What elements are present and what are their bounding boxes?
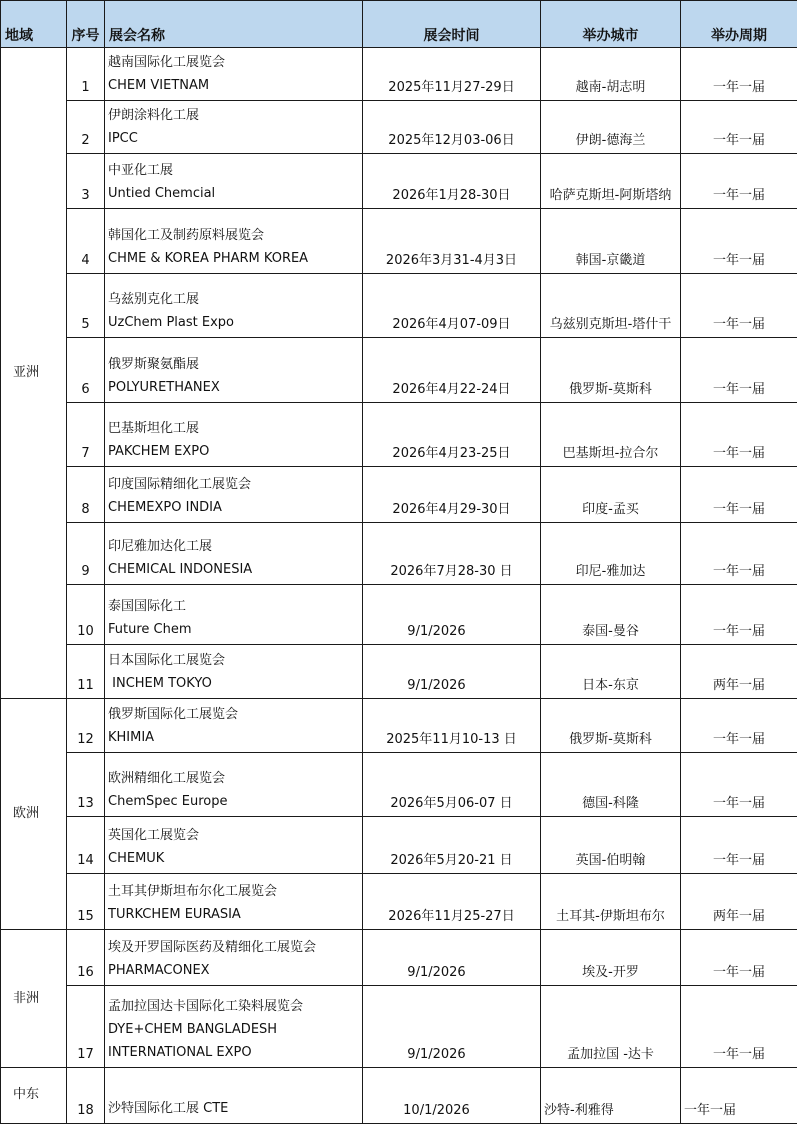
- city-cell: 埃及-开罗: [541, 930, 681, 986]
- seq-cell: 2: [67, 101, 105, 154]
- city-cell: 沙特-利雅得: [541, 1068, 681, 1124]
- city-cell: 俄罗斯-莫斯科: [541, 699, 681, 753]
- city-cell: 俄罗斯-莫斯科: [541, 338, 681, 403]
- date-cell: 9/1/2026: [363, 930, 541, 986]
- name-cell: [105, 467, 363, 523]
- name-cell: [105, 101, 363, 154]
- date-cell: 2026年4月23-25日: [363, 403, 541, 467]
- seq-cell: 18: [67, 1068, 105, 1124]
- city-cell: 日本-东京: [541, 645, 681, 699]
- name-cell: [105, 930, 363, 986]
- cycle-cell: 一年一届: [681, 101, 797, 154]
- name-en: DYE+CHEM BANGLADESH: [108, 1018, 362, 1041]
- cycle-cell: 一年一届: [681, 48, 797, 101]
- name-cn: 日本国际化工展览会: [108, 649, 362, 672]
- name-en: CHME & KOREA PHARM KOREA: [108, 247, 362, 270]
- table-row: [1, 403, 797, 467]
- name-cell: [105, 154, 363, 209]
- name-cn: 印度国际精细化工展览会: [108, 473, 362, 496]
- header-region: 地域: [1, 1, 67, 48]
- date-cell: 2026年4月29-30日: [363, 467, 541, 523]
- cycle-cell: 两年一届: [681, 874, 797, 930]
- seq-cell: 10: [67, 585, 105, 645]
- name-cell: [105, 753, 363, 817]
- city-cell: 巴基斯坦-拉合尔: [541, 403, 681, 467]
- name-en: KHIMIA: [108, 726, 362, 749]
- cycle-cell: 一年一届: [681, 338, 797, 403]
- seq-cell: 1: [67, 48, 105, 101]
- date-cell: 9/1/2026: [363, 645, 541, 699]
- name-en: CHEMEXPO INDIA: [108, 496, 362, 519]
- name-cn: 印尼雅加达化工展: [108, 535, 362, 558]
- city-cell: 印尼-雅加达: [541, 523, 681, 585]
- name-cell: [105, 338, 363, 403]
- date-cell: 2026年7月28-30 日: [363, 523, 541, 585]
- date-cell: 9/1/2026: [363, 986, 541, 1068]
- cycle-cell: 一年一届: [681, 403, 797, 467]
- cycle-cell: 一年一届: [681, 817, 797, 874]
- cycle-cell: 一年一届: [681, 585, 797, 645]
- region-cell-middle-east: 中东: [1, 1068, 67, 1124]
- cycle-cell: 一年一届: [681, 699, 797, 753]
- city-cell: 伊朗-德海兰: [541, 101, 681, 154]
- date-cell: 2026年4月22-24日: [363, 338, 541, 403]
- name-cn: 伊朗涂料化工展: [108, 104, 362, 127]
- table-row: [1, 986, 797, 1068]
- city-cell: 德国-科隆: [541, 753, 681, 817]
- table-row: [1, 467, 797, 523]
- table-row: [1, 48, 797, 101]
- date-cell: 2026年4月07-09日: [363, 274, 541, 338]
- name-cn: 土耳其伊斯坦布尔化工展览会: [108, 880, 362, 903]
- name-cell: [105, 699, 363, 753]
- city-cell: 土耳其-伊斯坦布尔: [541, 874, 681, 930]
- name-en: INCHEM TOKYO: [108, 672, 362, 695]
- table-row: [1, 1068, 797, 1124]
- name-cell: [105, 209, 363, 274]
- seq-cell: 6: [67, 338, 105, 403]
- cycle-cell: 一年一届: [681, 274, 797, 338]
- seq-cell: 5: [67, 274, 105, 338]
- table-row: [1, 209, 797, 274]
- name-cell: [105, 48, 363, 101]
- name-cn: 埃及开罗国际医药及精细化工展览会: [108, 936, 362, 959]
- city-cell: 哈萨克斯坦-阿斯塔纳: [541, 154, 681, 209]
- table-row: [1, 274, 797, 338]
- table-row: [1, 645, 797, 699]
- name-cn: 英国化工展览会: [108, 824, 362, 847]
- cycle-cell: 一年一届: [681, 523, 797, 585]
- table-row: [1, 338, 797, 403]
- cycle-cell: 一年一届: [681, 209, 797, 274]
- seq-cell: 12: [67, 699, 105, 753]
- seq-cell: 3: [67, 154, 105, 209]
- name-cn: 孟加拉国达卡国际化工染料展览会: [108, 995, 362, 1018]
- date-cell: 2025年11月10-13 日: [363, 699, 541, 753]
- name-cell: [105, 403, 363, 467]
- name-en: PHARMACONEX: [108, 959, 362, 982]
- name-cell: [105, 523, 363, 585]
- city-cell: 乌兹别克斯坦-塔什干: [541, 274, 681, 338]
- name-cell: [105, 874, 363, 930]
- cycle-cell: 一年一届: [681, 930, 797, 986]
- date-cell: 2026年5月20-21 日: [363, 817, 541, 874]
- date-cell: 2026年5月06-07 日: [363, 753, 541, 817]
- name-cell: [105, 986, 363, 1068]
- date-cell: 2025年11月27-29日: [363, 48, 541, 101]
- seq-cell: 15: [67, 874, 105, 930]
- name-cn: 韩国化工及制药原料展览会: [108, 224, 362, 247]
- seq-cell: 17: [67, 986, 105, 1068]
- name-en: UzChem Plast Expo: [108, 311, 362, 334]
- name-en: Untied Chemcial: [108, 182, 362, 205]
- table-row: [1, 699, 797, 753]
- table-row: [1, 154, 797, 209]
- name-cell: [105, 817, 363, 874]
- seq-cell: 16: [67, 930, 105, 986]
- table-row: [1, 930, 797, 986]
- cycle-cell: 一年一届: [681, 154, 797, 209]
- seq-cell: 13: [67, 753, 105, 817]
- name-en: ChemSpec Europe: [108, 790, 362, 813]
- table-row: [1, 585, 797, 645]
- city-cell: 英国-伯明翰: [541, 817, 681, 874]
- date-cell: 2026年1月28-30日: [363, 154, 541, 209]
- header-row: [1, 1, 797, 48]
- name-en: POLYURETHANEX: [108, 376, 362, 399]
- seq-cell: 4: [67, 209, 105, 274]
- table-row: [1, 817, 797, 874]
- seq-cell: 8: [67, 467, 105, 523]
- city-cell: 越南-胡志明: [541, 48, 681, 101]
- region-cell-africa: 非洲: [1, 930, 67, 1068]
- cycle-cell: 两年一届: [681, 645, 797, 699]
- seq-cell: 14: [67, 817, 105, 874]
- name-cn: 乌兹别克化工展: [108, 288, 362, 311]
- name-en: Future Chem: [108, 618, 362, 641]
- header-city: 举办城市: [541, 1, 681, 48]
- name-cn: 俄罗斯聚氨酯展: [108, 353, 362, 376]
- name-cell: [105, 1068, 363, 1124]
- header-date: 展会时间: [363, 1, 541, 48]
- name-cn: 欧洲精细化工展览会: [108, 767, 362, 790]
- table-row: [1, 753, 797, 817]
- name-en: CHEM VIETNAM: [108, 74, 362, 97]
- city-cell: 孟加拉国 -达卡: [541, 986, 681, 1068]
- city-cell: 印度-孟买: [541, 467, 681, 523]
- name-en: PAKCHEM EXPO: [108, 440, 362, 463]
- cycle-cell: 一年一届: [681, 753, 797, 817]
- date-cell: 2025年12月03-06日: [363, 101, 541, 154]
- header-cycle: 举办周期: [681, 1, 797, 48]
- cycle-cell: 一年一届: [681, 986, 797, 1068]
- name-cell: [105, 274, 363, 338]
- name-cn: 巴基斯坦化工展: [108, 417, 362, 440]
- name-en: TURKCHEM EURASIA: [108, 903, 362, 926]
- name-en: IPCC: [108, 127, 362, 150]
- region-cell-europe: 欧洲: [1, 699, 67, 930]
- date-cell: 10/1/2026: [363, 1068, 541, 1124]
- name-en: CHEMICAL INDONESIA: [108, 558, 362, 581]
- city-cell: 泰国-曼谷: [541, 585, 681, 645]
- seq-cell: 7: [67, 403, 105, 467]
- date-cell: 2026年3月31-4月3日: [363, 209, 541, 274]
- name-cn: 泰国国际化工: [108, 595, 362, 618]
- cycle-cell: 一年一届: [681, 467, 797, 523]
- header-name: 展会名称: [105, 1, 363, 48]
- table-row: [1, 101, 797, 154]
- name-cell: [105, 645, 363, 699]
- cycle-cell: 一年一届: [681, 1068, 797, 1124]
- name-cn: 沙特国际化工展 CTE: [108, 1097, 362, 1120]
- city-cell: 韩国-京畿道: [541, 209, 681, 274]
- name-en-2: INTERNATIONAL EXPO: [108, 1041, 362, 1064]
- name-en: CHEMUK: [108, 847, 362, 870]
- name-cn: 中亚化工展: [108, 159, 362, 182]
- table-row: [1, 874, 797, 930]
- date-cell: 9/1/2026: [363, 585, 541, 645]
- header-seq: 序号: [67, 1, 105, 48]
- seq-cell: 11: [67, 645, 105, 699]
- region-cell-asia: 亚洲: [1, 48, 67, 699]
- name-cell: [105, 585, 363, 645]
- name-cn: 越南国际化工展览会: [108, 51, 362, 74]
- seq-cell: 9: [67, 523, 105, 585]
- name-cn: 俄罗斯国际化工展览会: [108, 703, 362, 726]
- table-row: [1, 523, 797, 585]
- date-cell: 2026年11月25-27日: [363, 874, 541, 930]
